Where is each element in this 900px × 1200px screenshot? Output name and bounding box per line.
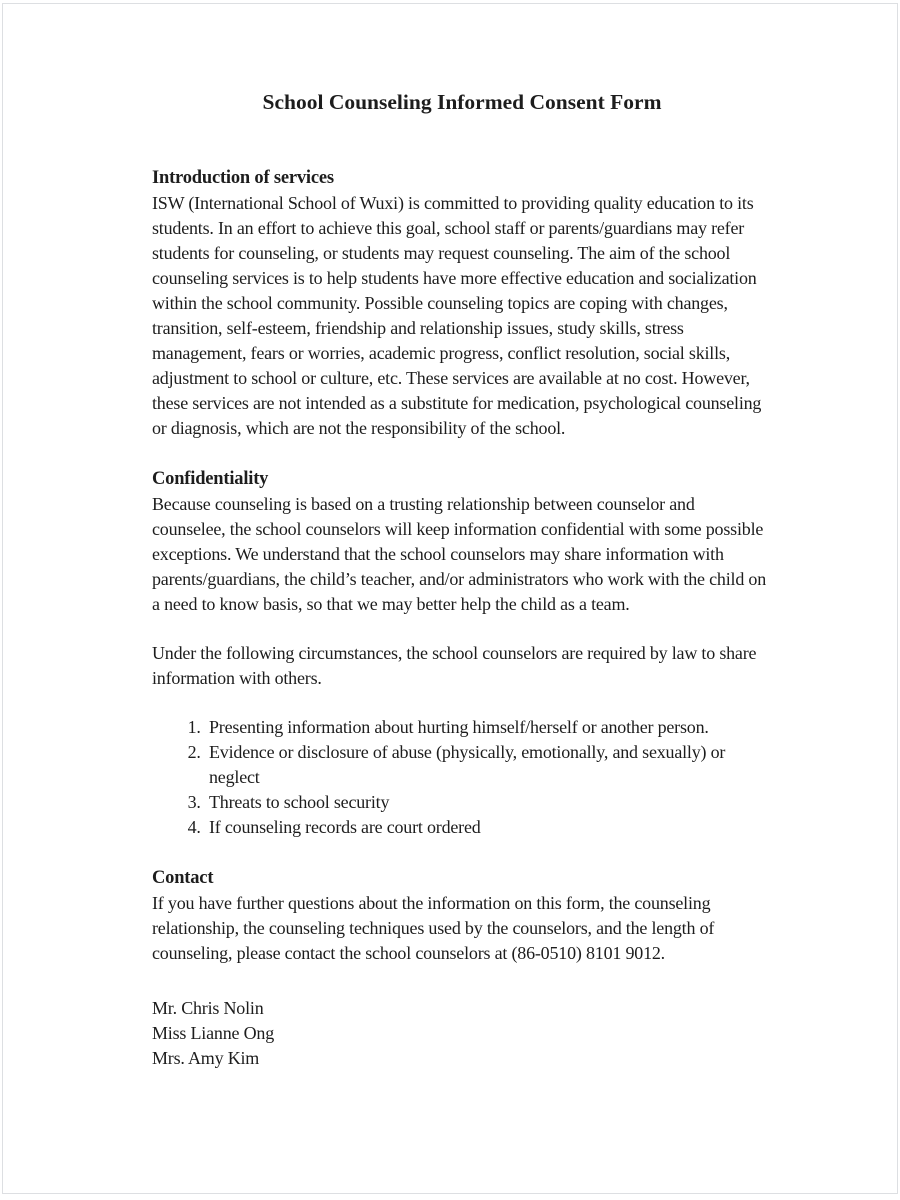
section-contact xyxy=(152,866,772,966)
section-heading-confidentiality: Confidentiality xyxy=(152,469,269,489)
counselor-name-2: Miss Lianne Ong xyxy=(152,1023,274,1043)
list-item-security: 3. Threats to school security xyxy=(205,790,772,815)
disclosure-circumstances-list xyxy=(152,715,772,840)
confidentiality-paragraph: Because counseling is based on a trusting relationship between counselor and counselee, the school counselors will keep information confidential with some possible exceptions. We understand that the school counselors may share information with parents/guardians, the child’s teacher, and/or administrators who work with the child on a need to know basis, so that we may better help the child as a team. xyxy=(152,494,767,614)
section-introduction-of-services xyxy=(152,166,772,441)
counselor-names xyxy=(152,996,772,1071)
counselor-name-1: Mr. Chris Nolin xyxy=(152,998,264,1018)
document-title: School Counseling Informed Consent Form xyxy=(262,90,662,114)
section-heading-contact: Contact xyxy=(152,868,214,888)
list-item-abuse: 2. Evidence or disclosure of abuse (physically, emotionally, and sexually) or neglect xyxy=(205,740,772,790)
list-item-hurting: 1. Presenting information about hurting himself/herself or another person. xyxy=(205,715,772,740)
counselor-name-3: Mrs. Amy Kim xyxy=(152,1048,260,1068)
contact-paragraph: If you have further questions about the information on this form, the counseling relationship, the counseling techniques used by the counselors, and the length of counseling, please contact the school counselors at (86-0510) 8101 9012. xyxy=(152,893,715,963)
legal-disclosure-paragraph: Under the following circumstances, the school counselors are required by law to share information with others. xyxy=(152,643,757,688)
section-heading-introduction: Introduction of services xyxy=(152,168,334,188)
section-confidentiality xyxy=(152,467,772,840)
introduction-paragraph: ISW (International School of Wuxi) is committed to providing quality education to its students. In an effort to achieve this goal, school staff or parents/guardians may refer students for counseling, or students may request counseling. The aim of the school counseling services is to help students have more effective education and socialization within the school community. Possible counseling topics are coping with changes, transition, self-esteem, friendship and relationship issues, study skills, stress management, fears or worries, academic progress, conflict resolution, social skills, adjustment to school or culture, etc. These services are available at no cost. However, these services are not intended as a substitute for medication, psychological counseling or diagnosis, which are not the responsibility of the school. xyxy=(152,193,762,438)
document-content xyxy=(152,88,772,1071)
list-item-court-ordered: 4. If counseling records are court ordered xyxy=(205,815,772,840)
